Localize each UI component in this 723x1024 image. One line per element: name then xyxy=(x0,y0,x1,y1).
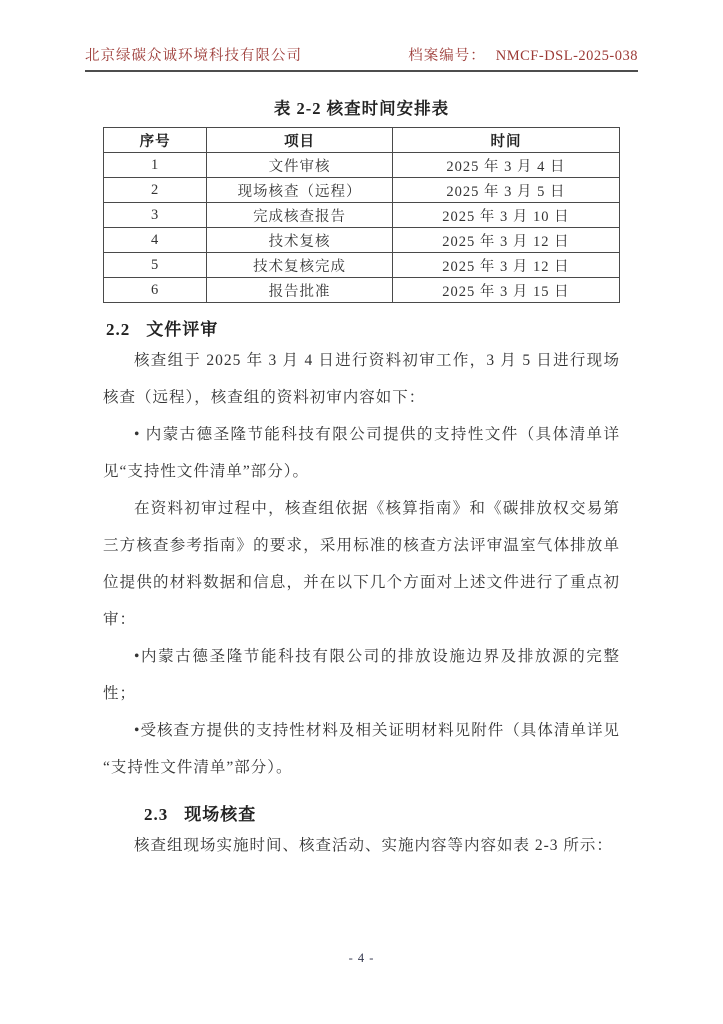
cell-index: 4 xyxy=(104,228,207,253)
table-row xyxy=(104,278,620,303)
cell-time: 2025 年 3 月 4 日 xyxy=(392,153,619,178)
cell-item: 报告批准 xyxy=(207,278,393,303)
table-row xyxy=(104,153,620,178)
cell-index: 1 xyxy=(104,153,207,178)
table-header-row xyxy=(104,128,620,153)
section-2-2-body xyxy=(103,342,620,786)
archive-number xyxy=(408,44,638,65)
table-row xyxy=(104,178,620,203)
cell-index: 2 xyxy=(104,178,207,203)
col-header-time: 时间 xyxy=(392,128,619,153)
table-row xyxy=(104,253,620,278)
cell-time: 2025 年 3 月 12 日 xyxy=(392,253,619,278)
bullet-item: •受核查方提供的支持性材料及相关证明材料见附件（具体清单详见“支持性文件清单”部分）。 xyxy=(103,722,620,776)
cell-time: 2025 年 3 月 12 日 xyxy=(392,228,619,253)
cell-index: 6 xyxy=(104,278,207,303)
section-2-3-number: 2.3 xyxy=(144,805,169,824)
cell-item: 技术复核 xyxy=(207,228,393,253)
cell-time: 2025 年 3 月 10 日 xyxy=(392,203,619,228)
bullet-item: • 内蒙古德圣隆节能科技有限公司提供的支持性文件（具体清单详见“支持性文件清单”部分）。 xyxy=(103,426,620,480)
cell-item: 技术复核完成 xyxy=(207,253,393,278)
cell-time: 2025 年 3 月 5 日 xyxy=(392,178,619,203)
cell-item: 文件审核 xyxy=(207,153,393,178)
archive-number-value: NMCF-DSL-2025-038 xyxy=(495,48,638,64)
company-name: 北京绿碳众诚环境科技有限公司 xyxy=(85,48,302,64)
table-row xyxy=(104,228,620,253)
page-number: - 4 - xyxy=(348,951,375,965)
cell-index: 3 xyxy=(104,203,207,228)
schedule-table xyxy=(103,127,620,303)
cell-time: 2025 年 3 月 15 日 xyxy=(392,278,619,303)
section-2-3-title: 现场核查 xyxy=(184,805,257,824)
section-2-2-title: 文件评审 xyxy=(146,320,219,339)
cell-item: 完成核查报告 xyxy=(207,203,393,228)
section-2-2-heading xyxy=(106,315,620,340)
section-2-3-body xyxy=(103,827,620,864)
page-header xyxy=(85,44,638,72)
col-header-index: 序号 xyxy=(104,128,207,153)
cell-index: 5 xyxy=(104,253,207,278)
cell-item: 现场核查（远程） xyxy=(207,178,393,203)
paragraph: 在资料初审过程中，核查组依据《核算指南》和《碳排放权交易第三方核查参考指南》的要求，采用标准的核查方法评审温室气体排放单位提供的材料数据和信息，并在以下几个方面对上述文件进行了重点初审： xyxy=(103,500,620,628)
section-2-2-number: 2.2 xyxy=(106,320,131,339)
schedule-table-wrapper xyxy=(103,127,620,303)
archive-number-label: 档案编号： xyxy=(408,48,486,64)
section-2-3-heading xyxy=(144,800,620,825)
table-2-2-title: 表 2-2 核查时间安排表 xyxy=(273,99,450,118)
table-row xyxy=(104,203,620,228)
col-header-item: 项目 xyxy=(207,128,393,153)
paragraph: 核查组现场实施时间、核查活动、实施内容等内容如表 2-3 所示： xyxy=(134,837,613,854)
bullet-item: •内蒙古德圣隆节能科技有限公司的排放设施边界及排放源的完整性； xyxy=(103,648,620,702)
paragraph: 核查组于 2025 年 3 月 4 日进行资料初审工作，3 月 5 日进行现场核查（远程），核查组的资料初审内容如下： xyxy=(103,352,620,406)
